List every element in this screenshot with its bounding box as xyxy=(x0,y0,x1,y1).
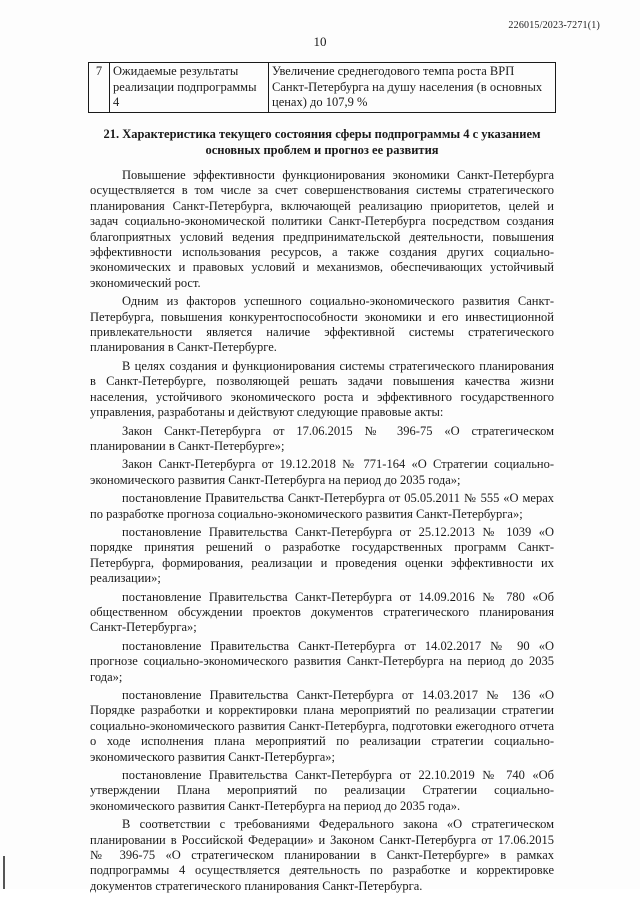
paragraph: Закон Санкт-Петербурга от 17.06.2015 № 396-75 «О стратегическом планировании в Санкт-Петербурге»; xyxy=(90,423,554,453)
scan-edge-mark xyxy=(3,856,5,889)
paragraph: постановление Правительства Санкт-Петербурга от 14.03.2017 № 136 «О Порядке разработки и корректировки плана мероприятий по реализации стратегии социально-экономического развития Санкт-Петербурга, подготовки ежегодного отчета о ходе исполнения плана мероприятий по реализации стратегии социально-экономического развития Санкт-Петербурга»; xyxy=(90,688,554,764)
section-body xyxy=(90,168,554,897)
table-row xyxy=(89,63,556,113)
subprogram-results-table xyxy=(88,62,556,113)
paragraph: Одним из факторов успешного социально-экономического развития Санкт-Петербурга, повышения конкурентоспособности экономики и его инвестиционной привлекательности является наличие эффективной системы стратегического планирования в Санкт-Петербурге. xyxy=(90,294,554,355)
paragraph: постановление Правительства Санкт-Петербурга от 25.12.2013 № 1039 «О порядке принятия решений о разработке государственных программ Санкт-Петербурга, формирования, реализации и проведения оценки эффективности их реализации»; xyxy=(90,524,554,586)
paragraph: постановление Правительства Санкт-Петербурга от 22.10.2019 № 740 «Об утверждении Плана мероприятий по реализации Стратегии социально-экономического развития Санкт-Петербурга на период до 2035 года». xyxy=(90,768,554,813)
page-number: 10 xyxy=(313,34,327,49)
paragraph: В соответствии с требованиями Федерального закона «О стратегическом планировании в Российской Федерации» и Законом Санкт-Петербурга от 17.06.2015 № 396-75 «О стратегическом планировании в Санкт-Петербурге» в рамках подпрограммы 4 осуществляется деятельность по разработке и корректировке документов стратегического планирования Санкт-Петербурга. xyxy=(90,817,554,893)
paragraph: Повышение эффективности функционирования экономики Санкт-Петербурга осуществляется в том числе за счет совершенствования системы стратегического планирования Санкт-Петербурга, включающей реализацию приоритетов, целей и задач социально-экономической политики Санкт-Петербурга посредством создания благоприятных условий ведения предпринимательской деятельности, повышения эффективности использования ресурсов, а также создания других социально-экономических и правовых условий и механизмов, обеспечивающих устойчивый экономический рост. xyxy=(90,168,554,290)
paragraph: постановление Правительства Санкт-Петербурга от 14.02.2017 № 90 «О прогнозе социально-экономического развития Санкт-Петербурга на период до 2035 года»; xyxy=(90,638,554,684)
paragraph: постановление Правительства Санкт-Петербурга от 05.05.2011 № 555 «О мерах по разработке прогноза социально-экономического развития Санкт-Петербурга»; xyxy=(90,491,554,521)
row-label-cell: Ожидаемые результаты реализации подпрограммы 4 xyxy=(110,63,269,113)
row-number-cell: 7 xyxy=(89,63,110,113)
row-value-cell: Увеличение среднегодового темпа роста ВРП Санкт-Петербурга на душу населения (в основных ценах) до 107,9 % xyxy=(269,63,556,113)
document-registration-number: 226015/2023-7271(1) xyxy=(508,20,600,31)
section-title: 21. Характеристика текущего состояния сферы подпрограммы 4 с указанием основных проблем и прогноз ее развития xyxy=(103,127,541,157)
paragraph: В целях создания и функционирования системы стратегического планирования в Санкт-Петербурге, позволяющей решать задачи повышения качества жизни населения, устойчивого экономического роста и эффективного государственного управления, разработаны и действуют следующие правовые акты: xyxy=(90,358,554,420)
paragraph: Закон Санкт-Петербурга от 19.12.2018 № 771-164 «О Стратегии социально-экономического развития Санкт-Петербурга на период до 2035 года»; xyxy=(90,457,554,487)
paragraph: постановление Правительства Санкт-Петербурга от 14.09.2016 № 780 «Об общественном обсуждении проектов документов стратегического планирования Санкт-Петербурга»; xyxy=(90,589,554,635)
